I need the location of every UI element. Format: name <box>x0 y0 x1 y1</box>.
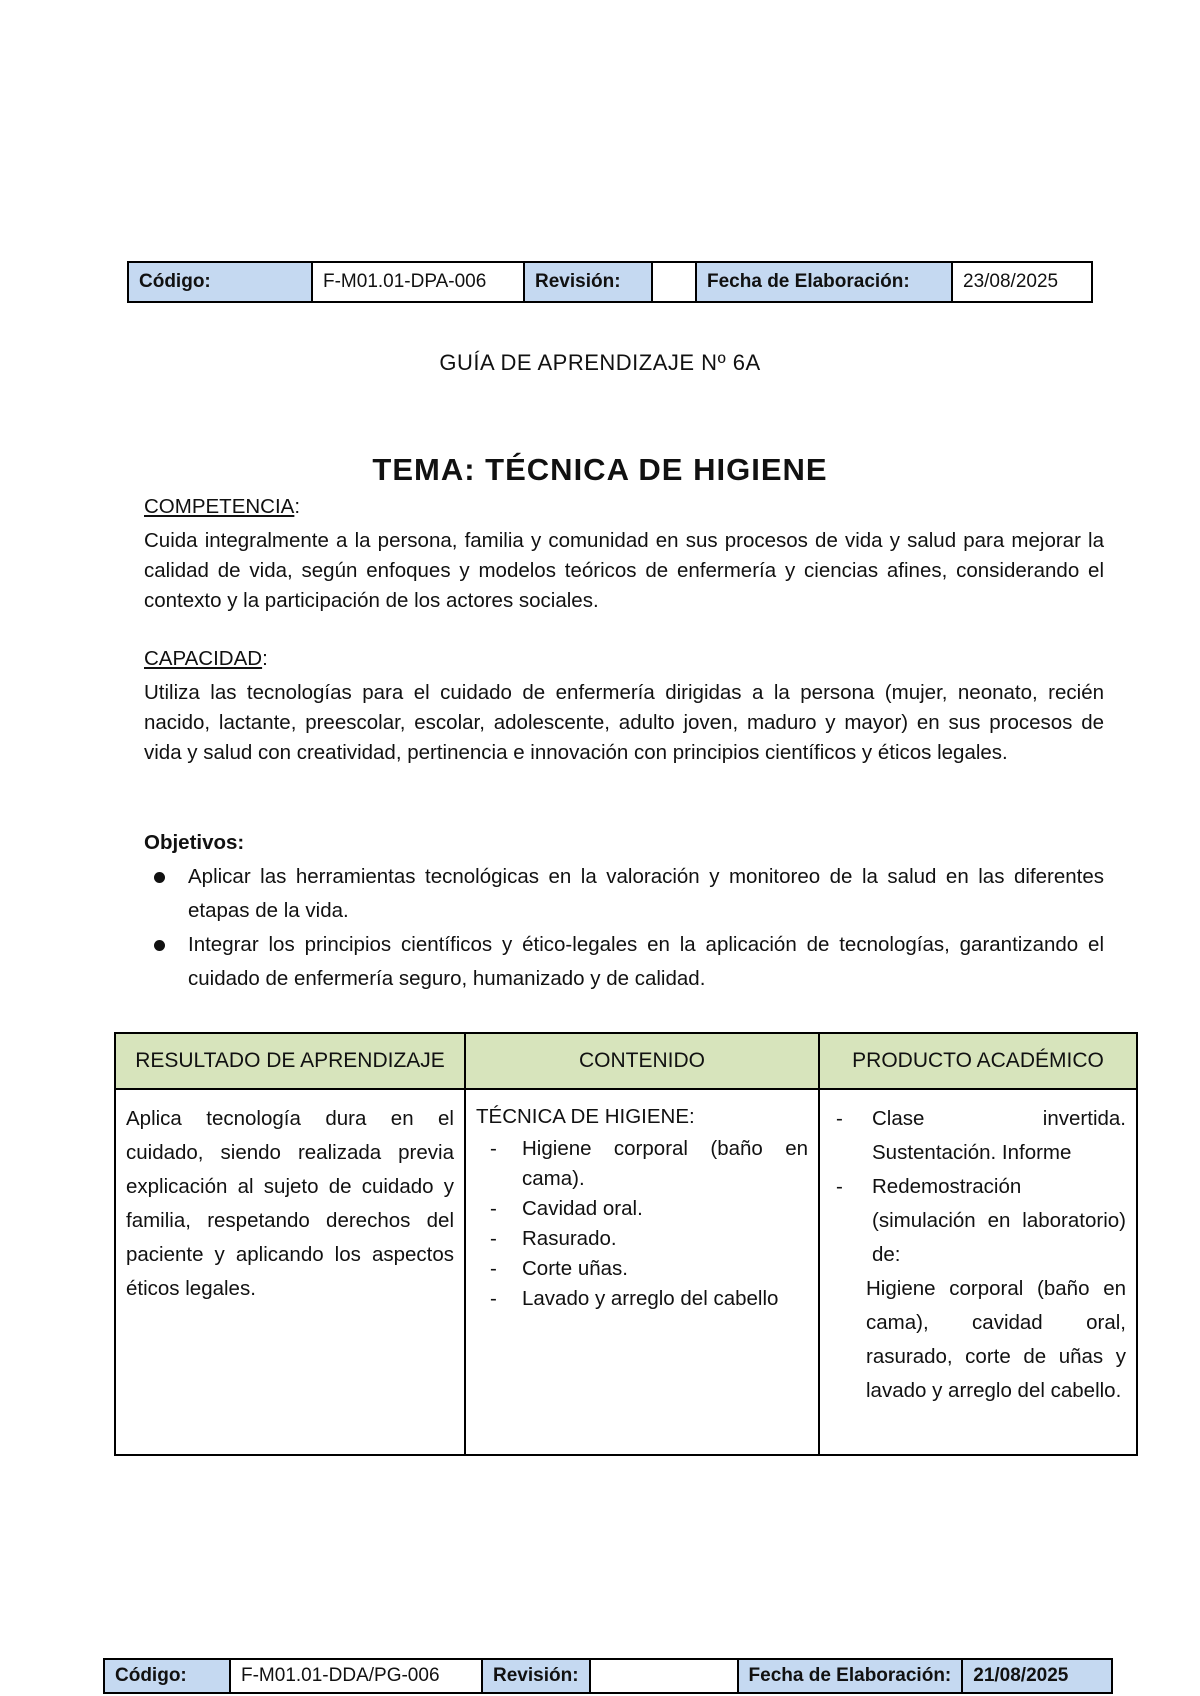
objetivos-list <box>144 860 1104 996</box>
header-contenido: CONTENIDO <box>465 1033 819 1089</box>
competencia-section <box>144 492 1104 616</box>
contenido-item: Rasurado. <box>522 1227 617 1250</box>
list-item <box>830 1102 1126 1170</box>
codigo-value: F-M01.01-DDA/PG-006 <box>230 1659 482 1693</box>
dash-icon: - <box>490 1197 497 1220</box>
contenido-item: Lavado y arreglo del cabello <box>522 1287 779 1310</box>
revision-value <box>590 1659 738 1693</box>
guide-title: GUÍA DE APRENDIZAJE Nº 6A <box>439 350 761 375</box>
list-item <box>830 1170 1126 1272</box>
contenido-title: TÉCNICA DE HIGIENE: <box>476 1105 695 1128</box>
fecha-value: 21/08/2025 <box>962 1659 1112 1693</box>
contenido-item: Cavidad oral. <box>522 1197 643 1220</box>
dash-icon: - <box>490 1287 497 1310</box>
cell-resultado <box>115 1089 465 1455</box>
contenido-list <box>476 1134 808 1314</box>
competencia-text: Cuida integralmente a la persona, familia y comunidad en sus procesos de vida y salud para mejorar la calidad de vida, según enfoques y modelos teóricos de enfermería y ciencias afines, considerando el contexto y la participación de los actores sociales. <box>144 529 1104 612</box>
capacidad-heading-line <box>144 644 1104 674</box>
cell-producto <box>819 1089 1137 1455</box>
dash-icon: - <box>490 1227 497 1250</box>
dash-icon: - <box>836 1107 843 1130</box>
table-row <box>115 1089 1137 1455</box>
dash-icon: - <box>836 1175 843 1198</box>
fecha-label: Fecha de Elaboración: <box>738 1659 963 1693</box>
dash-icon: - <box>490 1137 497 1160</box>
revision-value <box>652 262 696 302</box>
table-header-row <box>115 1033 1137 1089</box>
list-item <box>476 1254 808 1284</box>
topic-title: TEMA: TÉCNICA DE HIGIENE <box>372 452 828 487</box>
objetivos-heading: Objetivos: <box>144 831 245 854</box>
producto-item: Redemostración (simulación en laboratorio) de: <box>872 1175 1126 1266</box>
list-item <box>476 1284 808 1314</box>
capacidad-colon: : <box>262 647 268 670</box>
list-item <box>476 1224 808 1254</box>
objetivos-section <box>144 828 1104 996</box>
list-item <box>476 1134 808 1194</box>
bullet-icon <box>154 940 165 951</box>
codigo-label: Código: <box>104 1659 230 1693</box>
header-producto: PRODUCTO ACADÉMICO <box>819 1033 1137 1089</box>
revision-label: Revisión: <box>524 262 652 302</box>
contenido-item: Higiene corporal (baño en cama). <box>522 1137 808 1190</box>
capacidad-heading: CAPACIDAD <box>144 647 263 670</box>
codigo-label: Código: <box>128 262 312 302</box>
learning-table <box>114 1032 1138 1456</box>
producto-paragraph: Higiene corporal (baño en cama), cavidad oral, rasurado, corte de uñas y lavado y arreglo del cabello. <box>866 1277 1126 1402</box>
fecha-value: 23/08/2025 <box>952 262 1092 302</box>
cell-contenido <box>465 1089 819 1455</box>
dash-icon: - <box>490 1257 497 1280</box>
list-item <box>144 860 1104 928</box>
document-header-table <box>127 261 1093 303</box>
header-resultado: RESULTADO DE APRENDIZAJE <box>115 1033 465 1089</box>
producto-list <box>830 1102 1126 1272</box>
competencia-colon: : <box>294 495 301 518</box>
codigo-value: F-M01.01-DPA-006 <box>312 262 524 302</box>
revision-label: Revisión: <box>482 1659 590 1693</box>
capacidad-section <box>144 644 1104 768</box>
competencia-heading: COMPETENCIA <box>144 495 295 518</box>
objetivo-text: Aplicar las herramientas tecnológicas en la valoración y monitoreo de la salud en las diferentes etapas de la vida. <box>188 865 1104 922</box>
bullet-icon <box>154 872 165 883</box>
objetivo-text: Integrar los principios científicos y ético-legales en la aplicación de tecnologías, garantizando el cuidado de enfermería seguro, humanizado y de calidad. <box>188 933 1104 990</box>
competencia-heading-line <box>144 492 1104 522</box>
producto-item: Clase invertida. Sustentación. Informe <box>872 1107 1126 1164</box>
capacidad-text: Utiliza las tecnologías para el cuidado de enfermería dirigidas a la persona (mujer, neonato, recién nacido, lactante, preescolar, escolar, adolescente, adulto joven, maduro y mayor) en sus procesos de vida y salud con creatividad, pertinencia e innovación con principios científicos y éticos legales. <box>144 681 1104 764</box>
contenido-item: Corte uñas. <box>522 1257 628 1280</box>
list-item <box>144 928 1104 996</box>
fecha-label: Fecha de Elaboración: <box>696 262 952 302</box>
resultado-text: Aplica tecnología dura en el cuidado, siendo realizada previa explicación al sujeto de cuidado y familia, respetando derechos del paciente y aplicando los aspectos éticos legales. <box>126 1107 454 1300</box>
list-item <box>476 1194 808 1224</box>
document-footer-table <box>103 1658 1113 1694</box>
